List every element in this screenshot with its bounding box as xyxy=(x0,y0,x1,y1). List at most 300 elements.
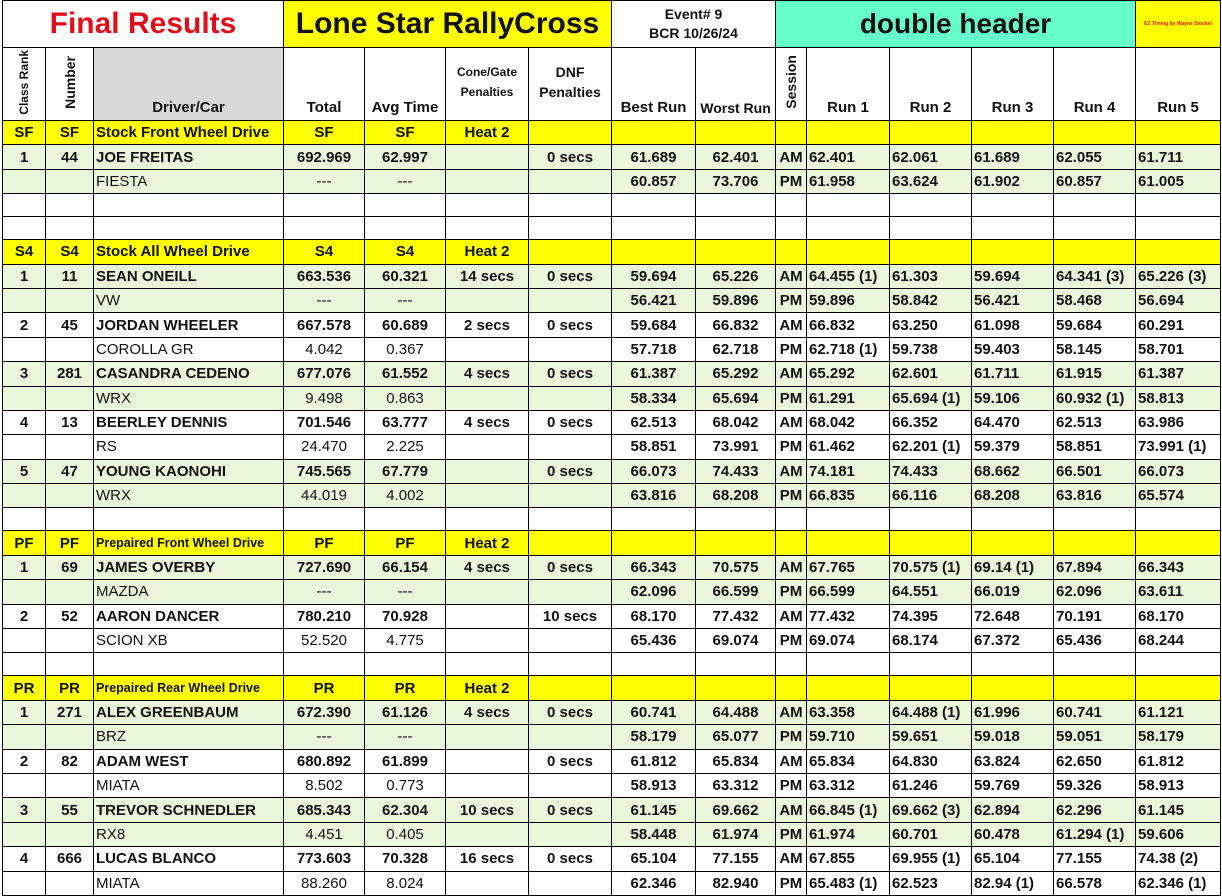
class-rank: 1 xyxy=(3,145,46,169)
empty-cell xyxy=(529,217,612,240)
run-time: 62.601 xyxy=(890,362,972,386)
run-time: 58.842 xyxy=(890,288,972,312)
car-name: WRX xyxy=(94,386,284,410)
empty-cell xyxy=(46,435,94,459)
driver-name: JAMES OVERBY xyxy=(94,555,284,579)
empty-cell xyxy=(3,194,46,217)
run-time: 64.341 (3) xyxy=(1054,264,1136,288)
best-run: 56.421 xyxy=(612,288,696,312)
run-time: 58.145 xyxy=(1054,337,1136,361)
avg-gap: --- xyxy=(365,288,446,312)
run-time: 61.711 xyxy=(972,362,1054,386)
empty-cell xyxy=(284,653,365,676)
empty-cell xyxy=(529,629,612,653)
driver-row-am xyxy=(3,145,1221,169)
event-date: BCR 10/26/24 xyxy=(649,25,738,41)
run-time: 59.403 xyxy=(972,337,1054,361)
empty-cell xyxy=(529,121,612,145)
dnf-penalty: 0 secs xyxy=(529,749,612,773)
run-time: 62.718 (1) xyxy=(807,337,890,361)
dnf-penalty: 0 secs xyxy=(529,459,612,483)
worst-run: 82.940 xyxy=(696,871,776,895)
cone-gate-penalty xyxy=(446,749,529,773)
best-run: 58.448 xyxy=(612,822,696,846)
worst-run: 59.896 xyxy=(696,288,776,312)
session-label: PM xyxy=(776,386,807,410)
session-label: AM xyxy=(776,555,807,579)
avg-gap: 2.225 xyxy=(365,435,446,459)
empty-cell xyxy=(972,194,1054,217)
session-label: AM xyxy=(776,847,807,871)
total-gap: --- xyxy=(284,580,365,604)
empty-cell xyxy=(612,676,696,700)
run-time: 68.244 xyxy=(1136,629,1221,653)
best-run: 57.718 xyxy=(612,337,696,361)
run-time: 67.372 xyxy=(972,629,1054,653)
run-time: 82.94 (1) xyxy=(972,871,1054,895)
empty-cell xyxy=(972,121,1054,145)
car-name: FIESTA xyxy=(94,169,284,193)
empty-cell xyxy=(46,508,94,531)
run-time: 60.857 xyxy=(1054,169,1136,193)
empty-cell xyxy=(807,240,890,264)
run-time: 61.005 xyxy=(1136,169,1221,193)
driver-row-am xyxy=(3,604,1221,628)
empty-cell xyxy=(3,217,46,240)
worst-run: 65.077 xyxy=(696,725,776,749)
car-number: 69 xyxy=(46,555,94,579)
run-time: 63.358 xyxy=(807,700,890,724)
empty-cell xyxy=(696,531,776,555)
run-time: 64.551 xyxy=(890,580,972,604)
class-header-row xyxy=(3,121,1221,145)
run-time: 63.986 xyxy=(1136,410,1221,434)
avg-gap: --- xyxy=(365,580,446,604)
empty-cell xyxy=(3,629,46,653)
empty-cell xyxy=(446,194,529,217)
empty-cell xyxy=(446,871,529,895)
empty-cell xyxy=(696,508,776,531)
empty-cell xyxy=(696,121,776,145)
empty-cell xyxy=(3,508,46,531)
empty-cell xyxy=(972,508,1054,531)
run-time: 64.455 (1) xyxy=(807,264,890,288)
empty-cell xyxy=(529,531,612,555)
empty-cell xyxy=(696,676,776,700)
run-time: 62.096 xyxy=(1054,580,1136,604)
car-number: 666 xyxy=(46,847,94,871)
driver-name: CASANDRA CEDENO xyxy=(94,362,284,386)
car-name: WRX xyxy=(94,484,284,508)
total-time: 780.210 xyxy=(284,604,365,628)
run-time: 59.018 xyxy=(972,725,1054,749)
class-heat: Heat 2 xyxy=(446,531,529,555)
empty-cell xyxy=(529,871,612,895)
car-name: COROLLA GR xyxy=(94,337,284,361)
run-time: 67.855 xyxy=(807,847,890,871)
run-time: 61.121 xyxy=(1136,700,1221,724)
run-time: 66.352 xyxy=(890,410,972,434)
empty-cell xyxy=(446,484,529,508)
dnf-penalty: 0 secs xyxy=(529,798,612,822)
col-run-5: Run 5 xyxy=(1136,48,1221,121)
best-run: 61.145 xyxy=(612,798,696,822)
run-time: 65.834 xyxy=(807,749,890,773)
driver-row-am xyxy=(3,555,1221,579)
empty-cell xyxy=(446,773,529,797)
empty-cell xyxy=(890,121,972,145)
run-time: 69.14 (1) xyxy=(972,555,1054,579)
avg-gap: 0.773 xyxy=(365,773,446,797)
run-time: 62.346 (1) xyxy=(1136,871,1221,895)
run-time: 62.523 xyxy=(890,871,972,895)
run-time: 61.915 xyxy=(1054,362,1136,386)
worst-run: 73.706 xyxy=(696,169,776,193)
avg-gap: 0.405 xyxy=(365,822,446,846)
empty-cell xyxy=(890,194,972,217)
car-number: 55 xyxy=(46,798,94,822)
run-time: 64.470 xyxy=(972,410,1054,434)
run-time: 66.835 xyxy=(807,484,890,508)
worst-run: 73.991 xyxy=(696,435,776,459)
empty-cell xyxy=(696,653,776,676)
total-time: 685.343 xyxy=(284,798,365,822)
driver-name: JOE FREITAS xyxy=(94,145,284,169)
run-time: 58.851 xyxy=(1054,435,1136,459)
empty-cell xyxy=(529,240,612,264)
run-time: 77.432 xyxy=(807,604,890,628)
driver-row-pm xyxy=(3,169,1221,193)
empty-cell xyxy=(46,871,94,895)
empty-cell xyxy=(46,386,94,410)
col-run-4: Run 4 xyxy=(1054,48,1136,121)
run-time: 61.462 xyxy=(807,435,890,459)
run-time: 59.694 xyxy=(972,264,1054,288)
run-time: 66.599 xyxy=(807,580,890,604)
run-time: 63.824 xyxy=(972,749,1054,773)
run-time: 66.832 xyxy=(807,313,890,337)
empty-cell xyxy=(807,508,890,531)
session-label: PM xyxy=(776,822,807,846)
run-time: 62.201 (1) xyxy=(890,435,972,459)
driver-row-pm xyxy=(3,435,1221,459)
run-time: 59.379 xyxy=(972,435,1054,459)
empty-cell xyxy=(807,653,890,676)
total-time: 663.536 xyxy=(284,264,365,288)
empty-cell xyxy=(46,484,94,508)
run-time: 60.478 xyxy=(972,822,1054,846)
run-time: 66.578 xyxy=(1054,871,1136,895)
avg-time: 61.126 xyxy=(365,700,446,724)
avg-gap: 4.002 xyxy=(365,484,446,508)
empty-cell xyxy=(446,386,529,410)
car-name: RX8 xyxy=(94,822,284,846)
car-name: RS xyxy=(94,435,284,459)
empty-cell xyxy=(972,240,1054,264)
session-label: AM xyxy=(776,749,807,773)
empty-cell xyxy=(3,822,46,846)
dnf-penalty: 0 secs xyxy=(529,145,612,169)
session-label: PM xyxy=(776,169,807,193)
best-run: 60.857 xyxy=(612,169,696,193)
empty-cell xyxy=(529,725,612,749)
dnf-penalty: 0 secs xyxy=(529,313,612,337)
run-time: 60.701 xyxy=(890,822,972,846)
empty-cell xyxy=(529,337,612,361)
column-header-row xyxy=(3,48,1221,121)
empty-cell xyxy=(807,217,890,240)
spacer-row xyxy=(3,194,1221,217)
car-name: SCION XB xyxy=(94,629,284,653)
run-time: 59.326 xyxy=(1054,773,1136,797)
run-time: 72.648 xyxy=(972,604,1054,628)
title-row xyxy=(3,1,1221,48)
car-number: 44 xyxy=(46,145,94,169)
worst-run: 65.292 xyxy=(696,362,776,386)
empty-cell xyxy=(696,217,776,240)
run-time: 61.387 xyxy=(1136,362,1221,386)
empty-cell xyxy=(1054,531,1136,555)
cone-gate-penalty: 14 secs xyxy=(446,264,529,288)
empty-cell xyxy=(890,653,972,676)
dnf-penalty: 0 secs xyxy=(529,362,612,386)
best-run: 66.073 xyxy=(612,459,696,483)
empty-cell xyxy=(446,822,529,846)
avg-time: 70.328 xyxy=(365,847,446,871)
total-gap: --- xyxy=(284,288,365,312)
car-number: 11 xyxy=(46,264,94,288)
empty-cell xyxy=(529,508,612,531)
class-code: S4 xyxy=(46,240,94,264)
empty-cell xyxy=(446,629,529,653)
driver-row-pm xyxy=(3,337,1221,361)
empty-cell xyxy=(3,484,46,508)
run-time: 59.684 xyxy=(1054,313,1136,337)
car-number: 47 xyxy=(46,459,94,483)
run-time: 62.513 xyxy=(1054,410,1136,434)
empty-cell xyxy=(612,121,696,145)
class-code: PF xyxy=(46,531,94,555)
empty-cell xyxy=(972,676,1054,700)
best-run: 59.684 xyxy=(612,313,696,337)
empty-cell xyxy=(972,531,1054,555)
total-gap: 52.520 xyxy=(284,629,365,653)
class-name: Prepaired Front Wheel Drive xyxy=(94,531,284,555)
car-name: MIATA xyxy=(94,773,284,797)
empty-cell xyxy=(529,484,612,508)
empty-cell xyxy=(972,653,1054,676)
empty-cell xyxy=(284,508,365,531)
cone-gate-penalty: 4 secs xyxy=(446,362,529,386)
run-time: 58.701 xyxy=(1136,337,1221,361)
col-run-3: Run 3 xyxy=(972,48,1054,121)
driver-row-am xyxy=(3,847,1221,871)
best-run: 61.689 xyxy=(612,145,696,169)
empty-cell xyxy=(46,725,94,749)
car-name: BRZ xyxy=(94,725,284,749)
run-time: 64.830 xyxy=(890,749,972,773)
empty-cell xyxy=(46,580,94,604)
empty-cell xyxy=(529,653,612,676)
session-label: PM xyxy=(776,337,807,361)
run-time: 61.711 xyxy=(1136,145,1221,169)
driver-row-am xyxy=(3,459,1221,483)
total-gap: 88.260 xyxy=(284,871,365,895)
best-run: 59.694 xyxy=(612,264,696,288)
best-run: 60.741 xyxy=(612,700,696,724)
car-number: 271 xyxy=(46,700,94,724)
dnf-penalty: 0 secs xyxy=(529,410,612,434)
empty-cell xyxy=(3,435,46,459)
worst-run: 65.694 xyxy=(696,386,776,410)
class-code: PR xyxy=(365,676,446,700)
avg-gap: --- xyxy=(365,725,446,749)
col-cone-gate: Cone/Gate Penalties xyxy=(446,48,529,121)
dnf-penalty: 0 secs xyxy=(529,700,612,724)
avg-time: 60.321 xyxy=(365,264,446,288)
run-time: 66.501 xyxy=(1054,459,1136,483)
avg-time: 70.928 xyxy=(365,604,446,628)
worst-run: 65.226 xyxy=(696,264,776,288)
driver-name: BEERLEY DENNIS xyxy=(94,410,284,434)
cone-gate-penalty: 4 secs xyxy=(446,410,529,434)
run-time: 60.291 xyxy=(1136,313,1221,337)
session-label: PM xyxy=(776,629,807,653)
col-run-1: Run 1 xyxy=(807,48,890,121)
car-number: 45 xyxy=(46,313,94,337)
driver-row-pm xyxy=(3,822,1221,846)
empty-cell xyxy=(94,194,284,217)
empty-cell xyxy=(696,194,776,217)
class-rank: 3 xyxy=(3,362,46,386)
driver-row-pm xyxy=(3,773,1221,797)
empty-cell xyxy=(612,508,696,531)
empty-cell xyxy=(46,822,94,846)
run-time: 58.813 xyxy=(1136,386,1221,410)
driver-row-pm xyxy=(3,484,1221,508)
run-time: 63.624 xyxy=(890,169,972,193)
session-label: PM xyxy=(776,580,807,604)
empty-cell xyxy=(776,653,807,676)
total-gap: 4.042 xyxy=(284,337,365,361)
class-name: Stock All Wheel Drive xyxy=(94,240,284,264)
empty-cell xyxy=(529,435,612,459)
run-time: 61.291 xyxy=(807,386,890,410)
event-number: Event# 9 xyxy=(664,6,723,22)
class-header-row xyxy=(3,531,1221,555)
driver-name: ALEX GREENBAUM xyxy=(94,700,284,724)
run-time: 68.174 xyxy=(890,629,972,653)
run-time: 60.741 xyxy=(1054,700,1136,724)
class-rank: 4 xyxy=(3,410,46,434)
worst-run: 69.074 xyxy=(696,629,776,653)
run-time: 69.662 (3) xyxy=(890,798,972,822)
run-time: 62.401 xyxy=(807,145,890,169)
run-time: 69.955 (1) xyxy=(890,847,972,871)
driver-row-am xyxy=(3,410,1221,434)
driver-name: JORDAN WHEELER xyxy=(94,313,284,337)
total-gap: 8.502 xyxy=(284,773,365,797)
col-total: Total xyxy=(284,48,365,121)
run-time: 66.019 xyxy=(972,580,1054,604)
driver-name: AARON DANCER xyxy=(94,604,284,628)
empty-cell xyxy=(807,194,890,217)
best-run: 68.170 xyxy=(612,604,696,628)
run-time: 59.106 xyxy=(972,386,1054,410)
total-time: 701.546 xyxy=(284,410,365,434)
avg-time: 62.997 xyxy=(365,145,446,169)
empty-cell xyxy=(446,337,529,361)
empty-cell xyxy=(776,676,807,700)
credit-label: EZ Timing by Wayne Stockel xyxy=(1136,1,1221,48)
total-gap: 44.019 xyxy=(284,484,365,508)
run-time: 74.433 xyxy=(890,459,972,483)
worst-run: 64.488 xyxy=(696,700,776,724)
run-time: 61.812 xyxy=(1136,749,1221,773)
dnf-penalty: 0 secs xyxy=(529,264,612,288)
total-time: 745.565 xyxy=(284,459,365,483)
total-time: 677.076 xyxy=(284,362,365,386)
run-time: 62.055 xyxy=(1054,145,1136,169)
results-table xyxy=(2,0,1221,896)
run-time: 61.902 xyxy=(972,169,1054,193)
cone-gate-penalty: 16 secs xyxy=(446,847,529,871)
run-time: 70.575 (1) xyxy=(890,555,972,579)
empty-cell xyxy=(3,288,46,312)
run-time: 74.38 (2) xyxy=(1136,847,1221,871)
session-label: PM xyxy=(776,773,807,797)
empty-cell xyxy=(807,121,890,145)
driver-row-am xyxy=(3,362,1221,386)
cone-gate-penalty xyxy=(446,145,529,169)
run-time: 59.738 xyxy=(890,337,972,361)
class-code: SF xyxy=(46,121,94,145)
class-name: Prepaired Rear Wheel Drive xyxy=(94,676,284,700)
run-time: 61.689 xyxy=(972,145,1054,169)
total-gap: --- xyxy=(284,169,365,193)
driver-name: TREVOR SCHNEDLER xyxy=(94,798,284,822)
empty-cell xyxy=(1136,194,1221,217)
session-label: AM xyxy=(776,264,807,288)
spacer-row xyxy=(3,508,1221,531)
empty-cell xyxy=(890,240,972,264)
run-time: 60.932 (1) xyxy=(1054,386,1136,410)
empty-cell xyxy=(890,508,972,531)
empty-cell xyxy=(1054,194,1136,217)
run-time: 66.343 xyxy=(1136,555,1221,579)
car-name: MAZDA xyxy=(94,580,284,604)
run-time: 65.694 (1) xyxy=(890,386,972,410)
worst-run: 61.974 xyxy=(696,822,776,846)
class-heat: Heat 2 xyxy=(446,676,529,700)
run-time: 58.179 xyxy=(1136,725,1221,749)
driver-row-am xyxy=(3,749,1221,773)
driver-row-am xyxy=(3,700,1221,724)
driver-row-am xyxy=(3,264,1221,288)
col-best-run: Best Run xyxy=(612,48,696,121)
cone-gate-penalty: 4 secs xyxy=(446,700,529,724)
empty-cell xyxy=(1054,217,1136,240)
total-time: 727.690 xyxy=(284,555,365,579)
avg-time: 66.154 xyxy=(365,555,446,579)
total-time: 773.603 xyxy=(284,847,365,871)
class-code: S4 xyxy=(3,240,46,264)
run-time: 59.051 xyxy=(1054,725,1136,749)
empty-cell xyxy=(446,288,529,312)
empty-cell xyxy=(365,194,446,217)
driver-row-pm xyxy=(3,871,1221,895)
worst-run: 66.832 xyxy=(696,313,776,337)
